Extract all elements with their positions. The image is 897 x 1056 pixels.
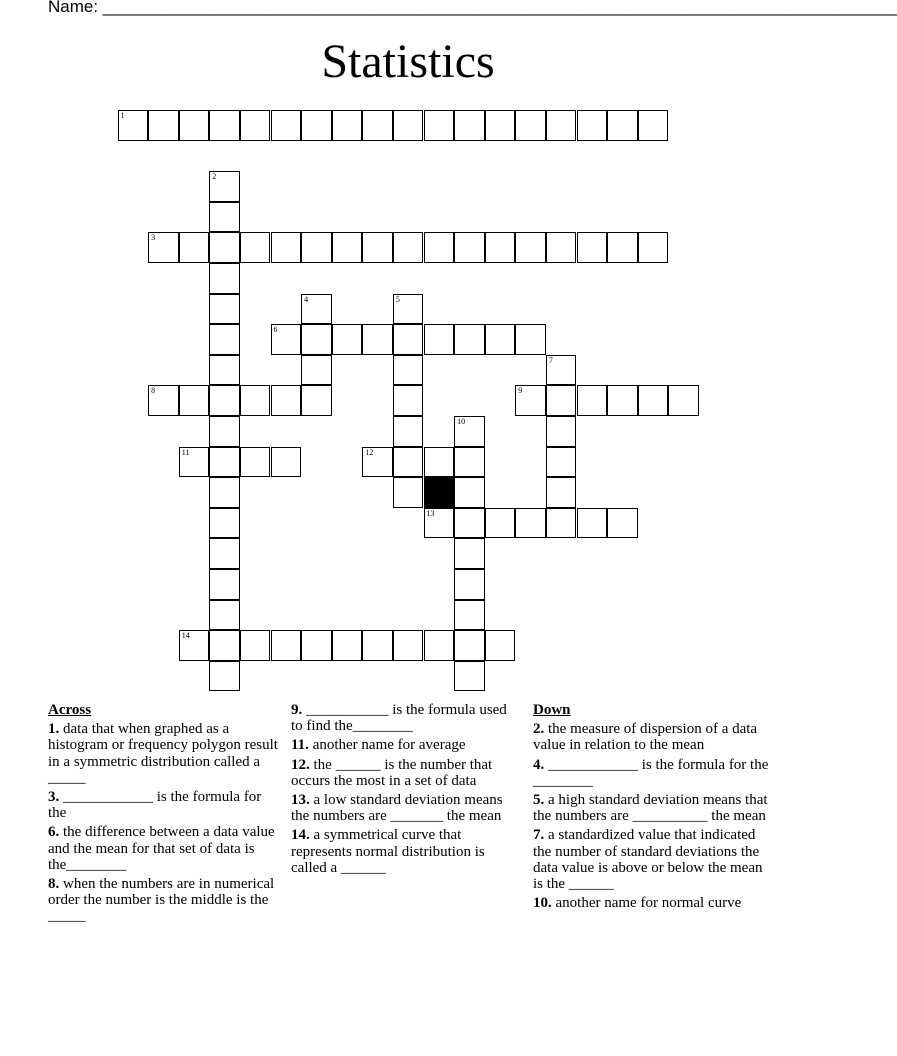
grid-cell[interactable]	[485, 508, 516, 539]
grid-cell[interactable]	[668, 385, 699, 416]
grid-cell[interactable]	[424, 232, 455, 263]
grid-cell[interactable]	[393, 416, 424, 447]
grid-cell[interactable]	[577, 508, 608, 539]
grid-cell[interactable]	[546, 385, 577, 416]
cell-number: 1	[120, 111, 125, 120]
grid-cell[interactable]	[240, 385, 271, 416]
grid-cell[interactable]	[515, 232, 546, 263]
grid-cell[interactable]	[332, 630, 363, 661]
grid-cell[interactable]	[301, 355, 332, 386]
grid-cell[interactable]	[209, 232, 240, 263]
grid-cell[interactable]	[118, 110, 149, 141]
grid-cell[interactable]	[515, 508, 546, 539]
clue-column-1	[48, 702, 278, 928]
clue-down-2: 2. the measure of dispersion of a data value in relation to the mean	[533, 721, 758, 754]
clue-across-8: 8. when the numbers are in numerical order the number is the middle is the _____	[48, 876, 275, 925]
grid-cell[interactable]	[546, 110, 577, 141]
grid-cell[interactable]	[515, 385, 546, 416]
grid-cell[interactable]	[607, 232, 638, 263]
cell-number: 8	[151, 386, 156, 396]
grid-cell[interactable]	[393, 232, 424, 263]
grid-cell[interactable]	[577, 232, 608, 263]
clue-down-5: 5. a high standard deviation means that the numbers are __________ the mean	[533, 792, 768, 825]
down-heading: Down	[533, 702, 571, 718]
grid-cell[interactable]	[454, 324, 485, 355]
cell-number: 10	[457, 417, 466, 426]
grid-cell[interactable]	[393, 447, 424, 478]
grid-cell[interactable]	[240, 110, 271, 141]
clue-down-4: 4. ____________ is the formula for the ________	[533, 756, 769, 789]
across-heading: Across	[48, 702, 92, 718]
grid-cell[interactable]	[240, 232, 271, 263]
grid-cell[interactable]	[454, 447, 485, 478]
grid-cell[interactable]	[393, 385, 424, 416]
grid-cell[interactable]	[301, 385, 332, 416]
grid-cell[interactable]	[515, 324, 546, 355]
grid-cell[interactable]	[393, 110, 424, 141]
grid-cell[interactable]	[546, 447, 577, 478]
grid-cell[interactable]	[271, 324, 302, 355]
grid-cell[interactable]	[301, 324, 332, 355]
grid-cell[interactable]	[485, 324, 516, 355]
grid-cell[interactable]	[485, 110, 516, 141]
grid-cell[interactable]	[607, 385, 638, 416]
grid-cell[interactable]	[240, 447, 271, 478]
grid-cell[interactable]	[240, 630, 271, 661]
cell-number: 2	[212, 172, 217, 182]
grid-cell[interactable]	[393, 477, 424, 508]
grid-cell[interactable]	[179, 630, 210, 661]
grid-cell[interactable]	[179, 110, 210, 141]
blocked-cell	[424, 477, 455, 508]
grid-cell[interactable]	[577, 385, 608, 416]
grid-cell[interactable]	[454, 416, 485, 447]
cell-number: 13	[426, 508, 435, 518]
grid-cell[interactable]	[209, 569, 240, 600]
grid-cell[interactable]	[393, 630, 424, 661]
clue-column-2	[291, 702, 513, 879]
grid-cell[interactable]	[424, 110, 455, 141]
grid-cell[interactable]	[179, 385, 210, 416]
grid-cell[interactable]	[546, 508, 577, 539]
grid-cell[interactable]	[332, 110, 363, 141]
grid-cell[interactable]	[546, 416, 577, 447]
grid-cell[interactable]	[546, 355, 577, 386]
grid-cell[interactable]	[301, 294, 332, 325]
cell-number: 9	[518, 386, 523, 396]
clue-across-1: 1. data that when graphed as a histogram or frequency polygon result in a symmetric distribution called a _____	[48, 721, 278, 786]
clue-across-12: 12. the ______ is the number that occurs the most in a set of data	[291, 756, 493, 789]
grid-cell[interactable]	[148, 232, 179, 263]
grid-cell[interactable]	[271, 447, 302, 478]
grid-cell[interactable]	[362, 232, 393, 263]
grid-cell[interactable]	[454, 110, 485, 141]
grid-cell[interactable]	[209, 110, 240, 141]
grid-cell[interactable]	[209, 385, 240, 416]
grid-cell[interactable]	[485, 232, 516, 263]
grid-cell[interactable]	[209, 263, 240, 294]
grid-cell[interactable]	[638, 385, 669, 416]
grid-cell[interactable]	[209, 294, 240, 325]
grid-cell[interactable]	[148, 385, 179, 416]
cell-number: 6	[273, 325, 278, 335]
clue-column-3	[533, 702, 773, 914]
clue-across-3: 3. ____________ is the formula for the	[48, 789, 262, 822]
grid-cell[interactable]	[424, 508, 455, 539]
grid-cell[interactable]	[546, 232, 577, 263]
grid-cell[interactable]	[546, 477, 577, 508]
grid-cell[interactable]	[148, 110, 179, 141]
grid-cell[interactable]	[362, 324, 393, 355]
cell-number: 14	[181, 631, 190, 641]
clue-across-6: 6. the difference between a data value and the mean for that set of data is the________	[48, 824, 275, 873]
cell-number: 4	[304, 294, 309, 304]
grid-cell[interactable]	[332, 232, 363, 263]
grid-cell[interactable]	[454, 508, 485, 539]
grid-cell[interactable]	[454, 661, 485, 692]
grid-cell[interactable]	[607, 110, 638, 141]
grid-cell[interactable]	[454, 538, 485, 569]
grid-cell[interactable]	[424, 630, 455, 661]
grid-cell[interactable]	[209, 447, 240, 478]
grid-cell[interactable]	[301, 110, 332, 141]
name-field[interactable]: Name: ____________________________________________________________________________________	[48, 0, 897, 16]
grid-cell[interactable]	[179, 447, 210, 478]
grid-cell[interactable]	[209, 355, 240, 386]
grid-cell[interactable]	[179, 232, 210, 263]
grid-cell[interactable]	[209, 508, 240, 539]
clue-down-10: 10. another name for normal curve	[533, 895, 742, 912]
grid-cell[interactable]	[638, 110, 669, 141]
grid-cell[interactable]	[454, 232, 485, 263]
cell-number: 5	[395, 294, 400, 304]
grid-cell[interactable]	[271, 110, 302, 141]
grid-cell[interactable]	[424, 447, 455, 478]
grid-cell[interactable]	[362, 447, 393, 478]
grid-cell[interactable]	[209, 630, 240, 661]
page-title: Statistics	[321, 35, 495, 88]
grid-cell[interactable]	[209, 416, 240, 447]
grid-cell[interactable]	[638, 232, 669, 263]
clue-across-9: 9. ___________ is the formula used to find the________	[291, 702, 507, 735]
cell-number: 3	[151, 233, 156, 243]
grid-cell[interactable]	[332, 324, 363, 355]
grid-cell[interactable]	[209, 202, 240, 233]
grid-cell[interactable]	[454, 569, 485, 600]
grid-cell[interactable]	[607, 508, 638, 539]
grid-cell[interactable]	[301, 232, 332, 263]
grid-cell[interactable]	[393, 294, 424, 325]
cell-number: 11	[181, 447, 190, 457]
clue-across-14: 14. a symmetrical curve that represents normal distribution is called a ______	[291, 827, 485, 876]
clue-across-11: 11. another name for average	[291, 737, 466, 754]
grid-cell[interactable]	[362, 110, 393, 141]
grid-cell[interactable]	[454, 630, 485, 661]
grid-cell[interactable]	[271, 232, 302, 263]
grid-cell[interactable]	[454, 600, 485, 631]
grid-cell[interactable]	[209, 171, 240, 202]
grid-cell[interactable]	[271, 385, 302, 416]
grid-cell[interactable]	[209, 538, 240, 569]
grid-cell[interactable]	[454, 477, 485, 508]
grid-cell[interactable]	[515, 110, 546, 141]
grid-cell[interactable]	[393, 355, 424, 386]
cell-number: 7	[548, 355, 553, 365]
grid-cell[interactable]	[424, 324, 455, 355]
grid-cell[interactable]	[393, 324, 424, 355]
grid-cell[interactable]	[209, 324, 240, 355]
grid-cell[interactable]	[301, 630, 332, 661]
clue-across-13: 13. a low standard deviation means the numbers are _______ the mean	[291, 792, 503, 825]
grid-cell[interactable]	[485, 630, 516, 661]
grid-cell[interactable]	[209, 661, 240, 692]
clue-down-7: 7. a standardized value that indicated the number of standard deviations the data value is above or below the mean is the ______	[533, 827, 763, 893]
grid-cell[interactable]	[271, 630, 302, 661]
grid-cell[interactable]	[577, 110, 608, 141]
grid-cell[interactable]	[362, 630, 393, 661]
grid-cell[interactable]	[209, 600, 240, 631]
grid-cell[interactable]	[209, 477, 240, 508]
cell-number: 12	[365, 447, 374, 457]
